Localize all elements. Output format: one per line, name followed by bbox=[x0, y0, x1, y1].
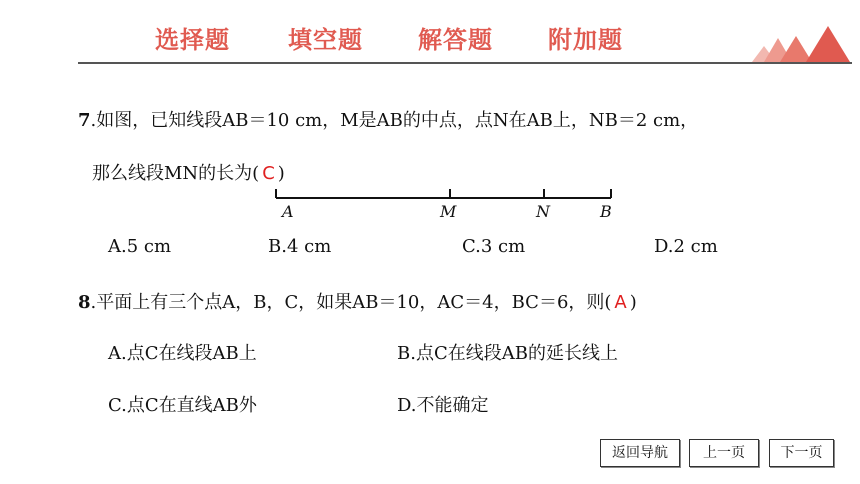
question-8-close-paren: ) bbox=[629, 292, 637, 313]
point-label-m: M bbox=[440, 202, 457, 220]
triangles-decoration-icon bbox=[748, 24, 852, 64]
question-7-option-a: A.5 cm bbox=[108, 236, 172, 257]
question-8-line1 bbox=[78, 288, 637, 314]
question-8-answer: A bbox=[614, 292, 627, 313]
tab-fill-blank-questions[interactable]: 填空题 bbox=[288, 26, 363, 54]
question-8-option-c: C.点C在直线AB外 bbox=[108, 395, 257, 416]
question-8-option-d: D.不能确定 bbox=[397, 395, 489, 416]
question-7-option-b: B.4 cm bbox=[268, 236, 332, 257]
question-8-option-b: B.点C在线段AB的延长线上 bbox=[397, 343, 618, 364]
tab-choice-questions[interactable]: 选择题 bbox=[155, 26, 230, 54]
question-7-option-c: C.3 cm bbox=[462, 236, 526, 257]
tab-extra-questions[interactable]: 附加题 bbox=[548, 26, 623, 54]
point-label-b: B bbox=[600, 202, 612, 220]
prev-page-button[interactable]: 上一页 bbox=[689, 439, 759, 467]
question-8-text: .平面上有三个点A，B，C，如果AB＝10，AC＝4，BC＝6，则( bbox=[90, 292, 612, 313]
question-7-prompt: 那么线段MN的长为( bbox=[92, 163, 260, 184]
header-divider bbox=[78, 62, 852, 64]
point-label-a: A bbox=[282, 202, 294, 220]
question-7-close-paren: ) bbox=[277, 163, 285, 184]
tab-answer-questions[interactable]: 解答题 bbox=[418, 26, 493, 54]
point-label-n: N bbox=[536, 202, 550, 220]
next-page-button[interactable]: 下一页 bbox=[769, 439, 834, 467]
question-7-line1 bbox=[78, 106, 698, 132]
question-7-answer: C bbox=[262, 163, 275, 184]
question-8-option-a: A.点C在线段AB上 bbox=[108, 343, 257, 364]
line-segment-figure bbox=[270, 184, 620, 220]
question-7-line2 bbox=[92, 159, 285, 185]
question-7-text: .如图，已知线段AB＝10 cm，M是AB的中点，点N在AB上，NB＝2 cm， bbox=[90, 110, 699, 131]
question-7-number: 7 bbox=[78, 110, 91, 131]
question-8-number: 8 bbox=[78, 292, 91, 313]
back-to-nav-button[interactable]: 返回导航 bbox=[600, 439, 680, 467]
question-7-option-d: D.2 cm bbox=[654, 236, 718, 257]
